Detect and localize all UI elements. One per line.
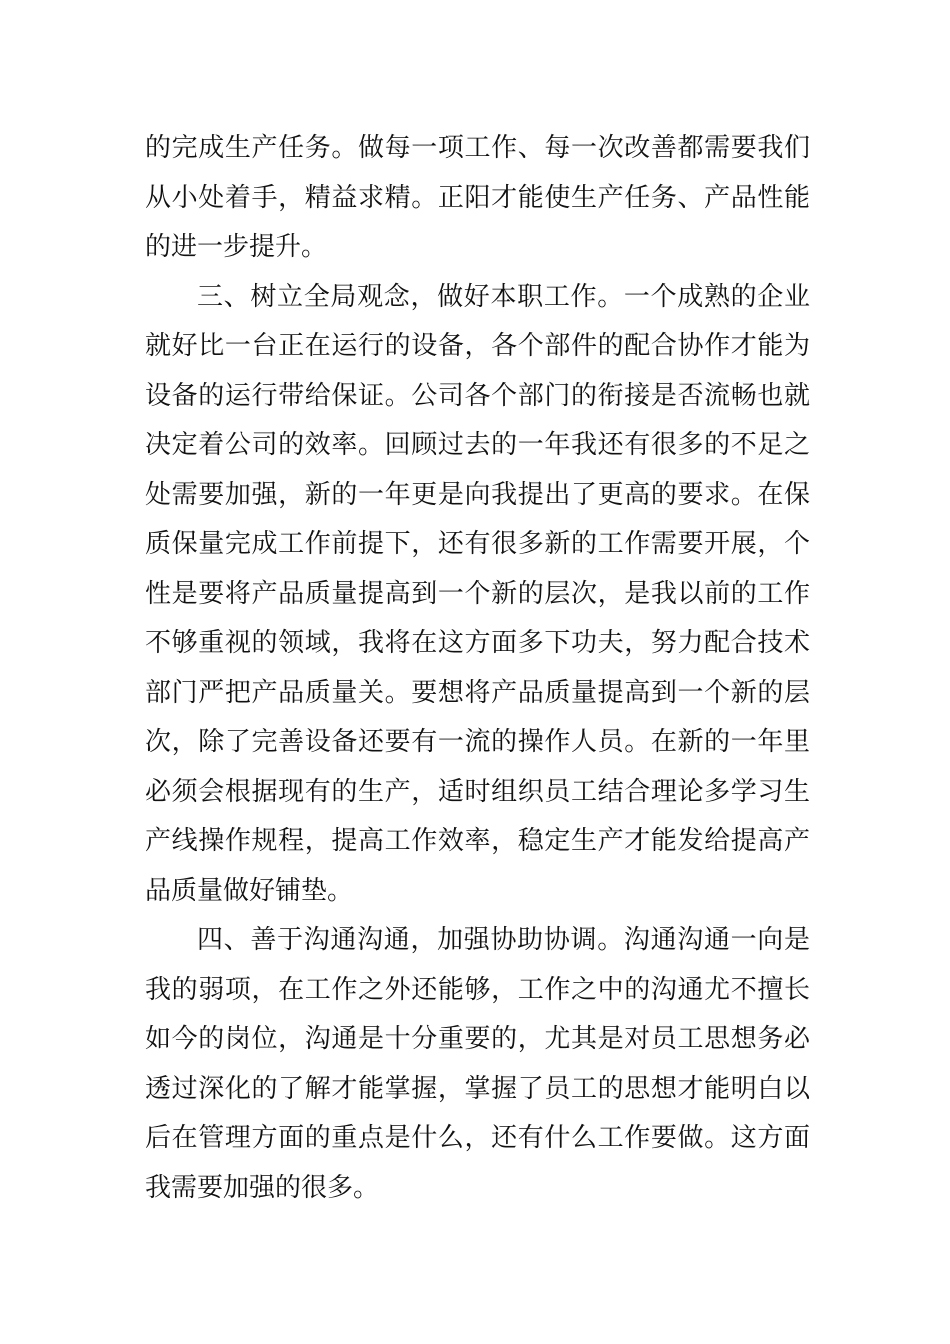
text-line: 三、树立全局观念，做好本职工作。一个成熟的企业 — [197, 281, 810, 312]
text-line: 如今的岗位，沟通是十分重要的，尤其是对员工思想务必 — [145, 1024, 810, 1054]
text-line: 我的弱项，在工作之外还能够，工作之中的沟通尤不擅长 — [145, 974, 810, 1005]
text-line: 次，除了完善设备还要有一流的操作人员。在新的一年里 — [145, 727, 810, 757]
text-line: 的完成生产任务。做每一项工作、每一次改善都需要我们 — [145, 133, 810, 163]
text-line: 质保量完成工作前提下，还有很多新的工作需要开展，个 — [145, 529, 810, 559]
text-line: 我需要加强的很多。 — [145, 1172, 380, 1203]
text-line: 决定着公司的效率。回顾过去的一年我还有很多的不足之 — [145, 430, 810, 460]
paragraph — [145, 916, 810, 1213]
text-line: 必须会根据现有的生产，适时组织员工结合理论多学习生 — [145, 776, 810, 807]
document-body — [145, 124, 810, 1213]
text-line: 不够重视的领域，我将在这方面多下功夫，努力配合技术 — [145, 628, 810, 658]
text-line: 就好比一台正在运行的设备，各个部件的配合协作才能为 — [145, 331, 810, 361]
text-line: 处需要加强，新的一年更是向我提出了更高的要求。在保 — [145, 479, 810, 510]
text-line: 产线操作规程，提高工作效率，稳定生产才能发给提高产 — [145, 826, 810, 856]
text-line: 后在管理方面的重点是什么，还有什么工作要做。这方面 — [145, 1123, 810, 1153]
text-line: 四、善于沟通沟通，加强协助协调。沟通沟通一向是 — [197, 925, 810, 955]
text-line: 部门严把产品质量关。要想将产品质量提高到一个新的层 — [145, 677, 810, 708]
text-line: 设备的运行带给保证。公司各个部门的衔接是否流畅也就 — [145, 380, 810, 411]
paragraph — [145, 124, 810, 273]
text-line: 透过深化的了解才能掌握，掌握了员工的思想才能明白以 — [145, 1073, 810, 1104]
text-line: 的进一步提升。 — [145, 232, 328, 262]
text-line: 品质量做好铺垫。 — [145, 875, 354, 906]
text-line: 性是要将产品质量提高到一个新的层次，是我以前的工作 — [145, 578, 810, 609]
paragraph — [145, 273, 810, 917]
text-line: 从小处着手，精益求精。正阳才能使生产任务、产品性能 — [145, 182, 810, 213]
